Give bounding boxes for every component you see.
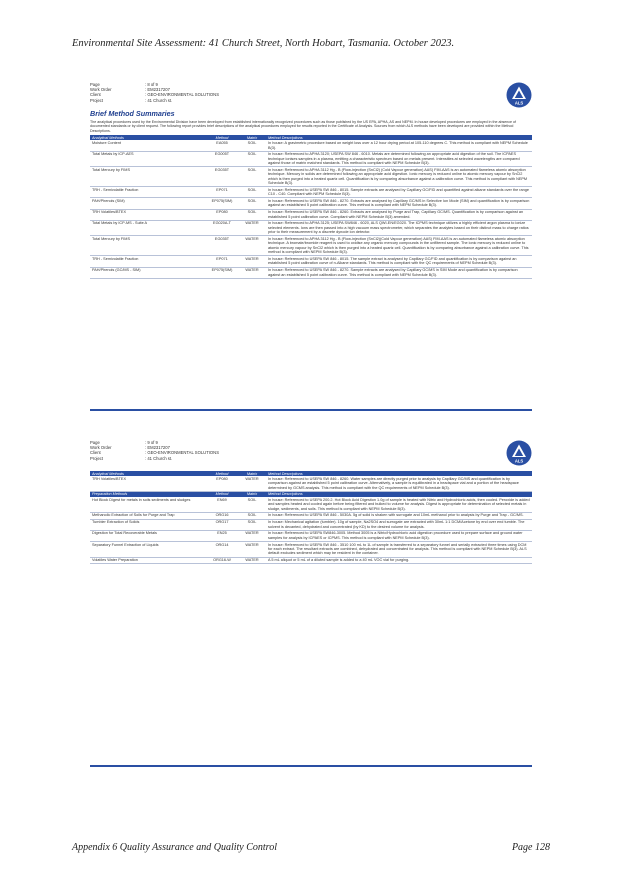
method-name-cell: Hot Block Digest for metals in soils sediments and sludges — [90, 497, 206, 512]
table-row — [90, 267, 532, 278]
page-separator — [90, 409, 532, 411]
method-code-cell: EP080 — [206, 476, 238, 491]
method-code-cell: EG035T — [206, 167, 238, 187]
matrix-cell: WATER — [238, 530, 266, 541]
description-cell: In house: Referenced to USEPA SW846-3005. Method 3005 is a Nitric/Hydrochloric acid digestion procedure used to prepare surface and ground water samples for analysis by ICPAES or ICPMS. This method is compliant with NEPM Schedule B(3). — [266, 530, 532, 541]
method-code-cell: EG005T — [206, 151, 238, 167]
method-code-cell: EP071 — [206, 256, 238, 267]
matrix-cell: WATER — [238, 476, 266, 491]
method-code-cell: ORG16-W — [206, 557, 238, 564]
meta-value: : EM2317207 — [145, 445, 170, 451]
method-code-cell: EA055 — [206, 140, 238, 151]
table-row — [90, 220, 532, 236]
meta-value: : EM2317207 — [145, 87, 170, 93]
method-code-cell: EP080 — [206, 209, 238, 220]
col-header-methods: Analytical Methods — [90, 135, 206, 140]
col-header-descriptions: Method Descriptions — [266, 135, 532, 140]
method-code-cell: EN69 — [206, 497, 238, 512]
method-name-cell: Volatiles Water Preparation — [90, 557, 206, 564]
method-name-cell: PAH/Phenols (GC/MS - SIM) — [90, 267, 206, 278]
table-row — [90, 519, 532, 530]
matrix-cell: SOIL — [238, 512, 266, 519]
matrix-cell: WATER — [238, 267, 266, 278]
intro-paragraph: The analytical procedures used by the Environmental Division have been developed from established internationally recognized procedures such as those published by the US EPA, APHA, AS and NEPM. In house developed procedures are employed in the absence of documented standards or by client request. The following report provides brief descriptions of the analytical procedures employed for results reported in the Certificate of Analysis. Sources from which ALS methods have been developed are provided within the Method Descriptions. — [90, 119, 517, 133]
document-footer — [72, 842, 550, 853]
method-name-cell: Tumbler Extraction of Solids — [90, 519, 206, 530]
table-row — [90, 557, 532, 564]
matrix-cell: WATER — [238, 541, 266, 557]
description-cell: In house: Referenced to USEPA SW 846 - 8260. Water samples are directly purged prior to analysis by Capillary GC/MS and quantification is by comparison against an established 5 point calibration curve. Alternatively, a sample is equilibrated in a headspace vial and a portion of the headspace determined by GCMS analysis. This method is compliant with the QC requirements of NEPM Schedule B(3). — [266, 476, 532, 491]
report-page-9 — [90, 440, 532, 564]
meta-row — [90, 98, 290, 103]
col-header-method: Method — [206, 135, 238, 140]
description-cell: In house: Referenced to APHA 3125; USEPA SW846 - 6020, ALS QWI-EN/EG020. The ICPMS technique utilizes a highly efficient argon plasma to ionize selected elements. Ions are then passed into a high vacuum mass spectrometer, which separates the analytes based on their distinct mass to charge ratios prior to their measurement by a discrete dynode ion detector. — [266, 220, 532, 236]
description-cell: In house: A gravimetric procedure based on weight loss over a 12 hour drying period at 105-110 degrees C. This method is compliant with NEPM Schedule B(3). — [266, 140, 532, 151]
table-row — [90, 198, 532, 209]
meta-value: : GEO-ENVIRONMENTAL SOLUTIONS — [145, 92, 219, 98]
method-code-cell: EP075(SIM) — [206, 267, 238, 278]
meta-value: : 41 Church st. — [145, 455, 173, 461]
matrix-cell: SOIL — [238, 151, 266, 167]
methods-table — [90, 135, 532, 279]
table-row — [90, 497, 532, 512]
meta-key: Page — [90, 82, 100, 87]
col-header-matrix: Matrix — [238, 471, 266, 476]
meta-row — [90, 456, 290, 461]
table-row — [90, 140, 532, 151]
description-cell: In house: Referenced to USEPA SW 846 - 8270. Sample extracts are analysed by Capillary GC/MS in SIM Mode and quantification is by comparison against an established 5 point calibration curve. This method is compliant with NEPM Schedule B(3). — [266, 267, 532, 278]
description-cell: A 5 mL aliquot or 5 mL of a diluted sample is added to a 40 mL VOC vial for purging. — [266, 557, 532, 564]
description-cell: In house: Referenced to USEPA SW 846 - 5030A. 5g of solid is shaken with surrogate and 10mL methanol prior to analysis by Purge and Trap - GC/MS. — [266, 512, 532, 519]
table-row — [90, 209, 532, 220]
matrix-cell: WATER — [238, 236, 266, 256]
method-code-cell: EP071 — [206, 187, 238, 198]
method-name-cell: TRH - Semivolatile Fraction — [90, 256, 206, 267]
method-code-cell: EP075(SIM) — [206, 198, 238, 209]
method-code-cell: ORG14 — [206, 541, 238, 557]
matrix-cell: WATER — [238, 256, 266, 267]
method-name-cell: Total Metals by ICP-AES — [90, 151, 206, 167]
table-row — [90, 476, 532, 491]
method-name-cell: Total Mercury by FIMS — [90, 167, 206, 187]
method-code-cell: EG020A-T — [206, 220, 238, 236]
method-code-cell: ORG17 — [206, 519, 238, 530]
meta-value: : 8 of 9 — [145, 82, 158, 87]
als-logo-icon — [506, 82, 532, 108]
als-logo-icon — [506, 440, 532, 466]
method-code-cell: ORG16 — [206, 512, 238, 519]
svg-text:ALS: ALS — [514, 100, 524, 106]
meta-key: Work Order — [90, 87, 112, 93]
svg-text:ALS: ALS — [514, 458, 524, 464]
table-row — [90, 541, 532, 557]
method-name-cell: TRH Volatiles/BTEX — [90, 209, 206, 220]
description-cell: In house: Referenced to APHA 3120; USEPA SW 846 - 6010. Metals are determined following an appropriate acid digestion of the soil. The ICPAES technique ionises samples in a plasma, emitting a characteristic spectrum based on metals present. Intensities at selected wavelengths are compared against those of matrix matched standards. This method is compliant with NEPM Schedule B(3). — [266, 151, 532, 167]
meta-key: Page — [90, 440, 100, 445]
meta-value: : 41 Church st. — [145, 97, 173, 103]
col-header-method: Method — [206, 471, 238, 476]
col-header-matrix: Matrix — [238, 491, 266, 497]
description-cell: In house: Referenced to USEPA SW 846 - 8270. Extracts are analysed by Capillary GC/MS in Selective Ion Mode (SIM) and quantification is by comparison against an established 5 point calibration curve. This method is compliant with NEPM Schedule B(3). — [266, 198, 532, 209]
matrix-cell: SOIL — [238, 497, 266, 512]
methods-table — [90, 471, 532, 564]
method-name-cell: Total Mercury by FIMS — [90, 236, 206, 256]
table-row — [90, 167, 532, 187]
document-header: Environmental Site Assessment: 41 Church Street, North Hobart, Tasmania. October 2023. — [72, 38, 455, 49]
description-cell: In house: Referenced to USEPA SW 846 - 8015. The sample extract is analysed by Capillary GC/FID and quantification is by comparison against an established 5 point calibration curve of n-Alkane standards. This method is compliant with the QC requirements of NEPM Schedule B(3). — [266, 256, 532, 267]
description-cell: In house: Mechanical agitation (tumbler). 10g of sample, Na2SO4 and surrogate are extracted with 30mL 1:1 DCM/Acetone by end over end tumble. The solvent is decanted, dehydrated and concentrated (by KD) to the desired volume for analysis. — [266, 519, 532, 530]
meta-key: Work Order — [90, 445, 112, 451]
method-name-cell: PAH/Phenols (SIM) — [90, 198, 206, 209]
page-number: Page 128 — [511, 842, 550, 853]
method-code-cell: EG035T — [206, 236, 238, 256]
meta-key: Client — [90, 450, 101, 456]
col-header-method: Method — [206, 491, 238, 497]
method-code-cell: EN25 — [206, 530, 238, 541]
description-cell: In house: Referenced to USEPA SW 846 - 3510 100 mL to 1L of sample is transferred to a separatory funnel and serially extracted three times using DCM for each extract. The resultant extracts are combined, dehydrated and concentrated for analysis. This method is compliant with NEPM Schedule B(3). ALS default excludes sediment which may be resident in the container. — [266, 541, 532, 557]
method-name-cell: Total Metals by ICP-MS - Suite A — [90, 220, 206, 236]
report-meta — [90, 440, 290, 461]
method-name-cell: TRH - Semivolatile Fraction — [90, 187, 206, 198]
table-row — [90, 512, 532, 519]
report-meta — [90, 82, 290, 103]
description-cell: In house: Referenced to USEPA 200.2. Hot Block Acid Digestion 1.0g of sample is heated with Nitric and Hydrochloric acids, then cooled. Peroxide is added and samples heated and cooled again before being filtered and bulked to volume for analysis. Digest is appropriate for determination of selected metals in sludge, sediments, and soils. This method is compliant with NEPM Schedule B(3). — [266, 497, 532, 512]
matrix-cell: SOIL — [238, 187, 266, 198]
page-separator — [90, 765, 532, 767]
matrix-cell: SOIL — [238, 519, 266, 530]
matrix-cell: SOIL — [238, 140, 266, 151]
table-row — [90, 187, 532, 198]
table-row — [90, 151, 532, 167]
description-cell: In house: Referenced to USEPA SW 846 - 8260. Extracts are analysed by Purge and Trap, Capillary GC/MS. Quantification is by comparison against an established 5 point calibration curve. Compliant with NEPM Schedule B(3) amended. — [266, 209, 532, 220]
matrix-cell: WATER — [238, 557, 266, 564]
col-header-descriptions: Method Descriptions — [266, 471, 532, 476]
footer-text: Appendix 6 Quality Assurance and Quality Control — [72, 842, 277, 853]
meta-key: Client — [90, 92, 101, 98]
table-row — [90, 236, 532, 256]
matrix-cell: WATER — [238, 220, 266, 236]
method-name-cell: Digestion for Total Recoverable Metals — [90, 530, 206, 541]
meta-key: Project — [90, 455, 104, 461]
matrix-cell: SOIL — [238, 198, 266, 209]
description-cell: In house: Referenced to APHA 3112 Hg - B (Flow-injection (SnCl2) (Cold Vapour generation) AAS) FIM-AAS is an automated flameless atomic absorption technique. Mercury in solids are determined following an appropriate acid digestion. Ionic mercury is reduced online to atomic mercury vapour by SnCl2 which is then purged into a heated quartz cell. Quantification is by comparing absorbance against a calibration curve. This method is compliant with NEPM Schedule B(3). — [266, 167, 532, 187]
method-name-cell: Methanolic Extraction of Soils for Purge and Trap — [90, 512, 206, 519]
report-page-8 — [90, 82, 532, 279]
method-name-cell: Separatory Funnel Extraction of Liquids — [90, 541, 206, 557]
meta-key: Project — [90, 97, 104, 103]
meta-value: : 9 of 9 — [145, 440, 158, 445]
table-row — [90, 256, 532, 267]
col-header-descriptions: Method Descriptions — [266, 491, 532, 497]
col-header-prep-methods: Preparation Methods — [90, 491, 206, 497]
col-header-methods: Analytical Methods — [90, 471, 206, 476]
matrix-cell: SOIL — [238, 209, 266, 220]
method-name-cell: TRH Volatiles/BTEX — [90, 476, 206, 491]
col-header-matrix: Matrix — [238, 135, 266, 140]
meta-value: : GEO-ENVIRONMENTAL SOLUTIONS — [145, 450, 219, 456]
description-cell: In house: Referenced to USEPA SW 846 - 8015. Sample extracts are analysed by Capillary GC/FID and quantified against alkane standards over the range C10 - C40. Compliant with NEPM Schedule B(3). — [266, 187, 532, 198]
table-row — [90, 530, 532, 541]
section-title: Brief Method Summaries — [90, 108, 175, 118]
method-name-cell: Moisture Content — [90, 140, 206, 151]
description-cell: In house: Referenced to APHA 3112 Hg - B (Flow-injection (SnCl2)(Cold Vapour generation) AAS) FIM-AAS is an automated flameless atomic absorption technique. A bromate/bromide reagent is used to oxidise any organic mercury compounds in the unfiltered sample. The ionic mercury is reduced online to atomic mercury vapour by SnCl2 which is then purged into a heated quartz cell. Quantification is by comparing absorbance against a calibration curve. This method is compliant with NEPM Schedule B(3). — [266, 236, 532, 256]
matrix-cell: SOIL — [238, 167, 266, 187]
